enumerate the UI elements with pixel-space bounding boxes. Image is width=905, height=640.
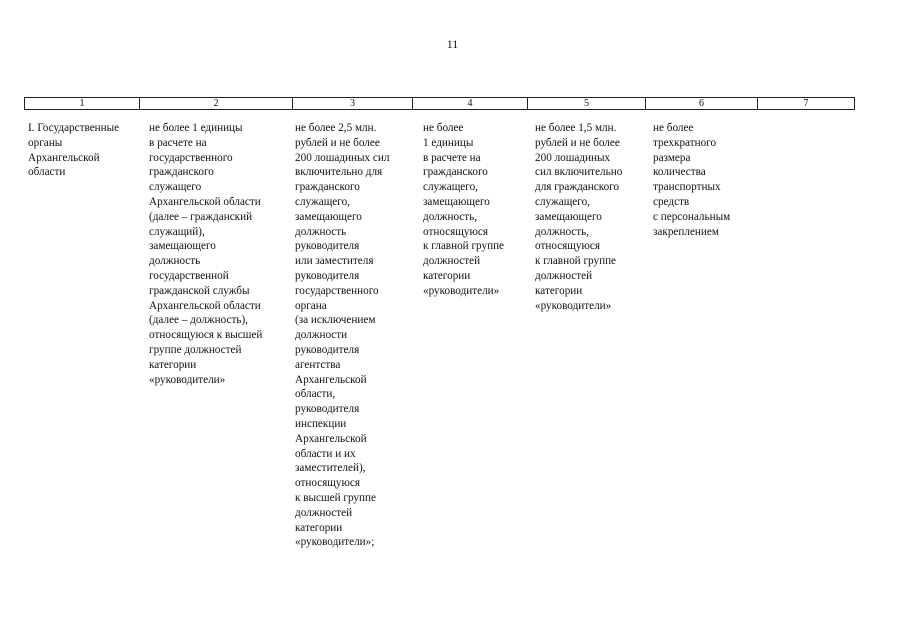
cell-text-line: в расчете на <box>149 136 207 149</box>
cell-text-line: включительно для <box>295 166 383 179</box>
cell-text-line: Архангельской <box>295 373 367 386</box>
cell-text-line: государственного <box>149 151 233 164</box>
cell-text-line: гражданского <box>149 166 214 179</box>
cell-text-line: (за исключением <box>295 314 376 327</box>
cell-text-line: 1 единицы <box>423 136 474 149</box>
header-cell-5: 5 <box>528 97 646 110</box>
cell-text-line: «руководители» <box>149 373 226 386</box>
cell-text-line: средств <box>653 195 690 208</box>
cell-text-line: рублей и не более <box>535 136 620 149</box>
cell-text-line: области и их <box>295 447 356 460</box>
cell-text-line: относящуюся <box>423 225 488 238</box>
cell-text-line: должность, <box>423 210 478 223</box>
cell-text-line: замещающего <box>149 240 216 253</box>
cell-text-line: области, <box>295 388 336 401</box>
cell-text-line: для гражданского <box>535 181 620 194</box>
cell-price-head <box>295 121 411 550</box>
cell-text-line: «руководители»; <box>295 536 375 549</box>
cell-text-line: руководителя <box>295 343 360 356</box>
cell-text-line: государственного <box>295 284 379 297</box>
cell-text-line: Архангельской области <box>149 299 261 312</box>
cell-vehicle-count-other <box>653 121 757 239</box>
cell-text-line: количества <box>653 166 706 179</box>
cell-text-line: с персональным <box>653 210 731 223</box>
cell-text-line: относящуюся <box>295 477 360 490</box>
cell-text-line: не более <box>423 122 464 134</box>
cell-text-line: категории <box>295 521 343 534</box>
cell-text-line: к высшей группе <box>295 491 376 504</box>
cell-text-line: к главной группе <box>535 255 617 268</box>
cell-text-line: гражданского <box>423 166 488 179</box>
cell-text-line: служащего, <box>423 181 478 194</box>
cell-text-line: относящуюся <box>535 240 600 253</box>
cell-text-line: руководителя <box>295 269 360 282</box>
cell-text-line: гражданского <box>295 181 360 194</box>
cell-text-line: Архангельской области <box>149 195 261 208</box>
cell-text-line: не более 1 единицы <box>149 122 243 134</box>
cell-text-line: сил включительно <box>535 166 623 179</box>
cell-text-line: гражданской службы <box>149 284 250 297</box>
cell-text-line: должность <box>295 225 347 238</box>
cell-price-main <box>535 121 645 313</box>
cell-text-line: органы <box>28 136 63 149</box>
cell-text-line: замещающего <box>535 210 602 223</box>
cell-text-line: или заместителя <box>295 255 374 268</box>
cell-text-line: закреплением <box>653 225 719 238</box>
cell-text-line: должностей <box>423 255 481 268</box>
cell-text-line: 200 лошадиных сил <box>295 151 390 164</box>
cell-text-line: Архангельской <box>28 151 100 164</box>
cell-text-line: инспекции <box>295 417 347 430</box>
cell-text-line: категории <box>149 358 197 371</box>
cell-text-line: руководителя <box>295 240 360 253</box>
cell-text-line: транспортных <box>653 181 721 194</box>
cell-text-line: не более 1,5 млн. <box>535 122 617 134</box>
cell-text-line: служащего, <box>295 195 350 208</box>
cell-text-line: служащего, <box>535 195 590 208</box>
cell-text-line: размера <box>653 151 691 164</box>
header-cell-3: 3 <box>293 97 413 110</box>
cell-text-line: в расчете на <box>423 151 481 164</box>
cell-text-line: государственной <box>149 269 229 282</box>
cell-text-line: служащий), <box>149 225 205 238</box>
cell-text-line: трехкратного <box>653 136 717 149</box>
cell-text-line: I. Государственные <box>28 122 120 134</box>
cell-text-line: относящуюся к высшей <box>149 329 263 342</box>
cell-text-line: «руководители» <box>423 284 500 297</box>
header-cell-7: 7 <box>758 97 855 110</box>
cell-text-line: не более 2,5 млн. <box>295 122 377 134</box>
cell-body <box>28 121 140 180</box>
cell-text-line: (далее – должность), <box>149 314 248 327</box>
header-cell-1: 1 <box>24 97 140 110</box>
cell-text-line: замещающего <box>423 195 490 208</box>
cell-text-line: должность, <box>535 225 590 238</box>
cell-text-line: (далее – гражданский <box>149 210 253 223</box>
cell-text-line: заместителей), <box>295 462 366 475</box>
cell-text-line: органа <box>295 299 327 312</box>
cell-text-line: «руководители» <box>535 299 612 312</box>
header-cell-4: 4 <box>413 97 528 110</box>
header-cell-6: 6 <box>646 97 758 110</box>
cell-text-line: категории <box>423 269 471 282</box>
cell-text-line: должности <box>295 329 348 342</box>
cell-text-line: руководителя <box>295 403 360 416</box>
cell-text-line: категории <box>535 284 583 297</box>
page-number: 11 <box>446 37 459 51</box>
cell-text-line: 200 лошадиных <box>535 151 611 164</box>
cell-text-line: рублей и не более <box>295 136 380 149</box>
cell-text-line: Архангельской <box>295 432 367 445</box>
cell-text-line: к главной группе <box>423 240 505 253</box>
cell-text-line: должностей <box>535 269 593 282</box>
cell-text-line: служащего <box>149 181 202 194</box>
cell-text-line: замещающего <box>295 210 362 223</box>
cell-vehicle-count <box>149 121 291 387</box>
cell-text-line: области <box>28 166 66 179</box>
cell-text-line: группе должностей <box>149 343 242 356</box>
cell-vehicle-count-main <box>423 121 527 299</box>
cell-text-line: не более <box>653 122 694 134</box>
cell-text-line: должностей <box>295 506 353 519</box>
header-cell-2: 2 <box>140 97 293 110</box>
cell-text-line: агентства <box>295 358 341 371</box>
cell-text-line: должность <box>149 255 201 268</box>
